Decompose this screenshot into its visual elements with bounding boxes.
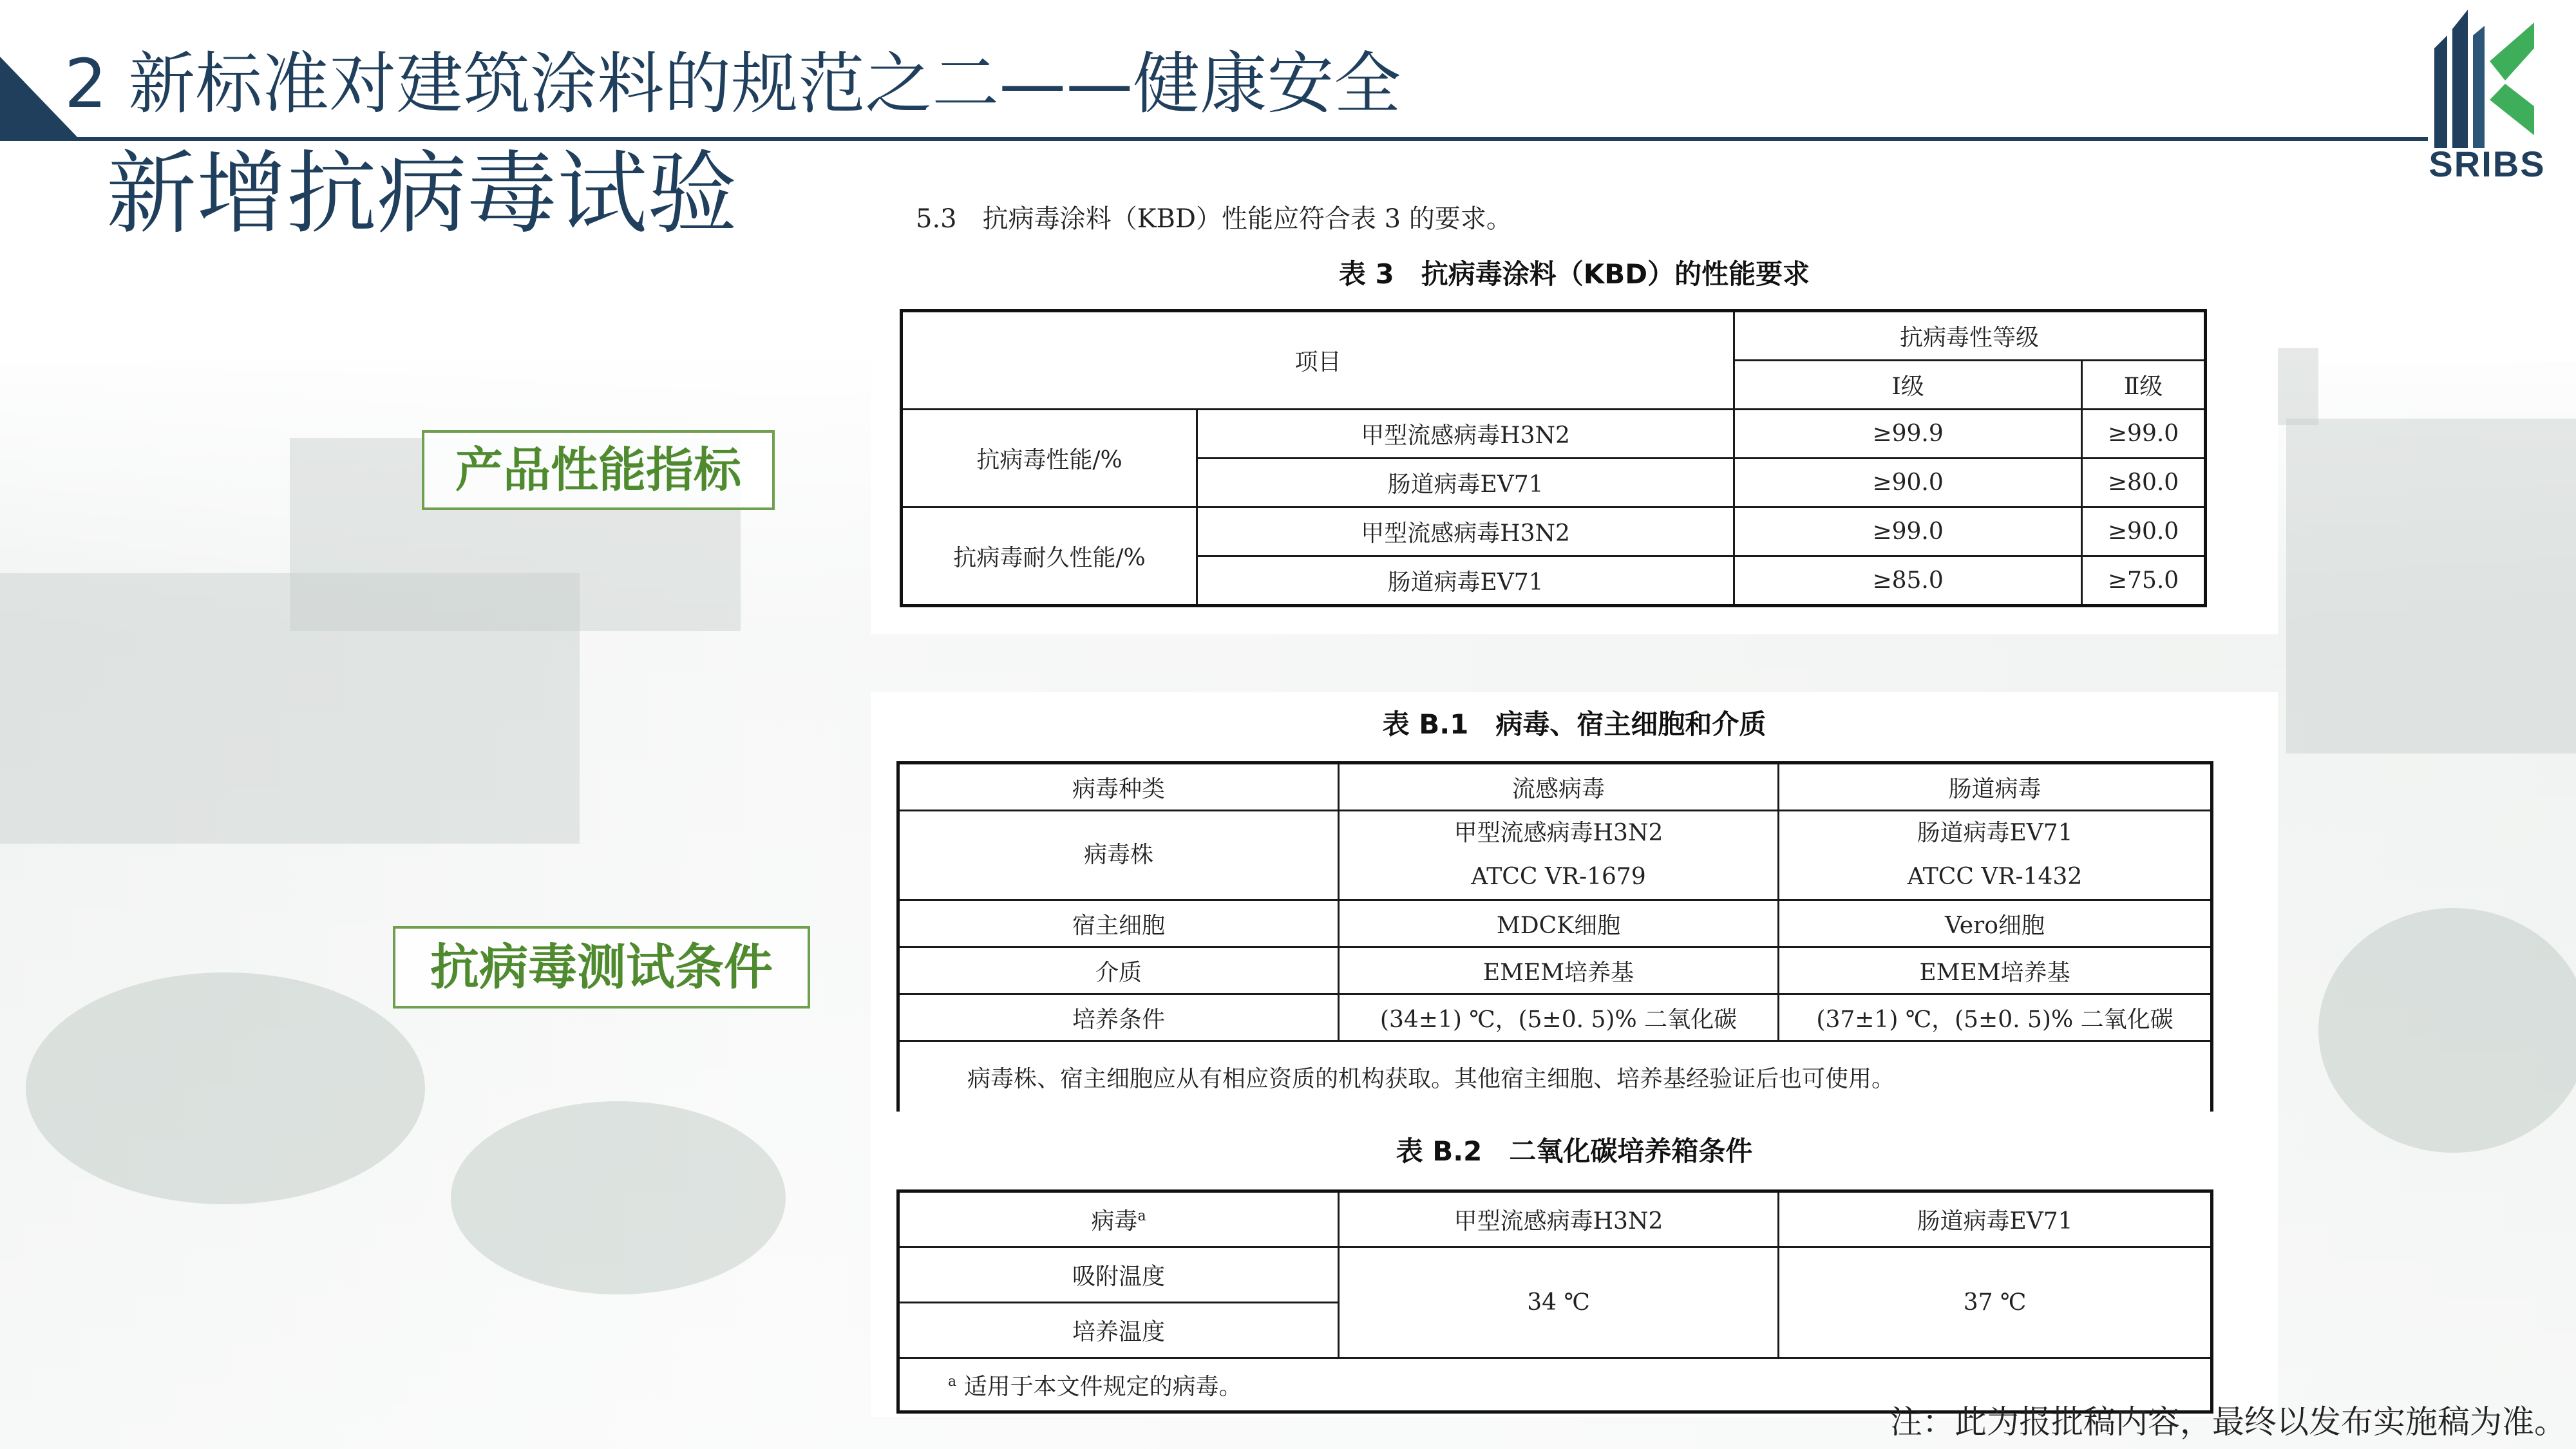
tableB1-cell: (34±1) ℃，(5±0. 5)% 二氧化碳 — [1339, 994, 1779, 1041]
tableB2-footnote: $^a$ 适用于本文件规定的病毒。 — [898, 1358, 2212, 1412]
tableB1-cell: 培养条件 — [898, 994, 1339, 1041]
table3-header-grade: 抗病毒性等级 — [1734, 311, 2206, 361]
table3-header-grade2: Ⅱ级 — [2082, 361, 2206, 410]
tableB1-strain-id: ATCC VR-1679 — [1471, 864, 1646, 890]
table-row — [902, 410, 2206, 459]
tableB1 — [896, 761, 2213, 1112]
table3-virus-cell: 肠道病毒EV71 — [1197, 459, 1734, 507]
logo-text: SRIBS — [2429, 144, 2546, 184]
tableB1-strain-name: 肠道病毒EV71 — [1917, 820, 2073, 846]
tableB1-cell: EMEM培养基 — [1339, 947, 1779, 994]
tableB1-cell: 宿主细胞 — [898, 900, 1339, 947]
tableB1-cell: 病毒株 — [898, 811, 1339, 900]
clause-5-3: 5.3 抗病毒涂料（KBD）性能应符合表 3 的要求。 — [916, 204, 1512, 234]
tableB1-cell: 介质 — [898, 947, 1339, 994]
table3-caption: 表 3 抗病毒涂料（KBD）的性能要求 — [1338, 258, 1810, 290]
table-row — [898, 900, 2212, 947]
table3-value-cell: ≥90.0 — [2082, 507, 2206, 556]
tableB1-cell: (37±1) ℃，(5±0. 5)% 二氧化碳 — [1779, 994, 2212, 1041]
tableB1-cell — [1779, 811, 2212, 900]
table3 — [900, 309, 2207, 607]
standard-excerpt-table3 — [871, 187, 2278, 634]
table3-group-cell: 抗病毒性能/% — [902, 410, 1197, 507]
table3-value-cell: ≥75.0 — [2082, 556, 2206, 606]
tableB1-cell: Vero细胞 — [1779, 900, 2212, 947]
table-row — [898, 763, 2212, 811]
tableB2-header-flu: 甲型流感病毒H3N2 — [1339, 1191, 1779, 1247]
table3-value-cell: ≥90.0 — [1734, 459, 2082, 507]
tableB1-cell: MDCK细胞 — [1339, 900, 1779, 947]
standard-excerpt-tableB — [871, 692, 2278, 1417]
page-subtitle: 新增抗病毒试验 — [106, 142, 738, 247]
tableB1-cell — [1339, 811, 1779, 900]
slide-footnote: 注：此为报批稿内容，最终以发布实施稿为准。 — [1890, 1403, 2566, 1441]
table3-virus-cell: 甲型流感病毒H3N2 — [1197, 507, 1734, 556]
tableB2-cell: 34 ℃ — [1339, 1247, 1779, 1358]
tableB2-header-ev: 肠道病毒EV71 — [1779, 1191, 2212, 1247]
table-row — [898, 1247, 2212, 1303]
table3-value-cell: ≥85.0 — [1734, 556, 2082, 606]
table-row — [898, 994, 2212, 1041]
table3-value-cell: ≥99.0 — [1734, 507, 2082, 556]
table-row — [898, 1041, 2212, 1112]
tableB1-strain-name: 甲型流感病毒H3N2 — [1454, 820, 1663, 846]
tableB1-caption: 表 B.1 病毒、宿主细胞和介质 — [1382, 708, 1766, 740]
table3-virus-cell: 肠道病毒EV71 — [1197, 556, 1734, 606]
table3-value-cell: ≥99.9 — [1734, 410, 2082, 459]
header-title: 2 新标准对建筑涂料的规范之二——健康安全 — [64, 44, 1401, 123]
tableB2-cell: 37 ℃ — [1779, 1247, 2212, 1358]
table3-header-grade1: Ⅰ级 — [1734, 361, 2082, 410]
table-row — [898, 947, 2212, 994]
tableB2-cell: 培养温度 — [898, 1303, 1339, 1358]
tableB1-cell: 肠道病毒 — [1779, 763, 2212, 811]
tableB1-strain-id: ATCC VR-1432 — [1907, 864, 2083, 890]
tableB1-cell: 流感病毒 — [1339, 763, 1779, 811]
table3-group-cell: 抗病毒耐久性能/% — [902, 507, 1197, 606]
tableB2-caption: 表 B.2 二氧化碳培养箱条件 — [1396, 1135, 1753, 1167]
tag-product-performance: 产品性能指标 — [422, 430, 775, 510]
table-row — [902, 311, 2206, 361]
tableB1-cell: EMEM培养基 — [1779, 947, 2212, 994]
table-row — [898, 811, 2212, 900]
table3-virus-cell: 甲型流感病毒H3N2 — [1197, 410, 1734, 459]
header-divider — [0, 137, 2428, 141]
tableB1-cell: 病毒种类 — [898, 763, 1339, 811]
table3-value-cell: ≥80.0 — [2082, 459, 2206, 507]
tableB2-header-virus: 病毒$^a$ — [898, 1191, 1339, 1247]
tag-test-conditions: 抗病毒测试条件 — [393, 926, 810, 1009]
table3-header-item: 项目 — [902, 311, 1734, 410]
tableB2-cell: 吸附温度 — [898, 1247, 1339, 1303]
table-row — [898, 1191, 2212, 1247]
table-row — [902, 507, 2206, 556]
table3-value-cell: ≥99.0 — [2082, 410, 2206, 459]
tableB1-note: 病毒株、宿主细胞应从有相应资质的机构获取。其他宿主细胞、培养基经验证后也可使用。 — [898, 1041, 2212, 1112]
tableB2 — [896, 1189, 2213, 1414]
